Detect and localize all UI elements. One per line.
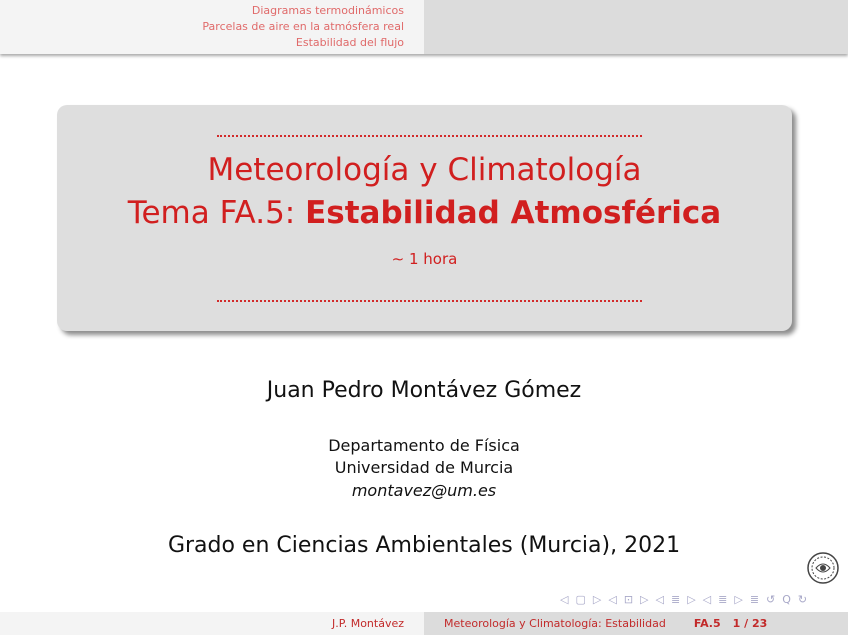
nav-subsection-icon[interactable]: ⊡ xyxy=(623,592,634,606)
nav-prev-section-icon[interactable]: ◁ xyxy=(655,592,664,606)
nav-frame-icon[interactable]: ▢ xyxy=(575,592,586,606)
footer-author: J.P. Montávez xyxy=(332,617,404,630)
nav-prev-doc-icon[interactable]: ◁ xyxy=(702,592,712,606)
nav-next-section-icon[interactable]: ▷ xyxy=(687,592,696,606)
lecture-title-prefix: Tema FA.5: xyxy=(127,195,306,231)
footer-page-number: 1 / 23 xyxy=(732,617,768,630)
dotted-rule-top xyxy=(217,135,642,137)
footer-title: Meteorología y Climatología: Estabilidad xyxy=(444,617,666,630)
nav-forward-icon[interactable]: ↻ xyxy=(797,592,808,606)
email-link[interactable]: montavez@um.es xyxy=(351,481,497,500)
footer-short-code: FA.5 xyxy=(693,617,721,630)
footer-bar xyxy=(0,612,848,635)
nav-prev-frame-icon[interactable]: ◁ xyxy=(560,592,569,606)
date-line: Grado en Ciencias Ambientales (Murcia), 2021 xyxy=(167,533,681,558)
nav-doc-icon[interactable]: ≣ xyxy=(718,592,728,606)
beamer-navigation-symbols xyxy=(560,591,807,607)
footer-left xyxy=(0,612,424,635)
lecture-title-bold: Estabilidad Atmosférica xyxy=(305,195,722,231)
university-label: Universidad de Murcia xyxy=(334,458,514,477)
header-right-panel xyxy=(424,0,848,54)
title-block xyxy=(57,105,792,331)
section-navigation xyxy=(0,0,424,54)
nav-section-diagramas[interactable]: Diagramas termodinámicos xyxy=(251,4,404,17)
department-label: Departamento de Física xyxy=(328,436,520,455)
header-bar xyxy=(0,0,848,54)
nav-next-frame-icon[interactable]: ▷ xyxy=(592,592,602,606)
course-title: Meteorología y Climatología xyxy=(207,152,642,188)
nav-section-icon[interactable]: ≣ xyxy=(670,592,681,606)
nav-section-estabilidad[interactable]: Estabilidad del flujo xyxy=(295,36,404,49)
nav-search-icon[interactable]: Q xyxy=(782,592,791,606)
nav-prev-subsection-icon[interactable]: ◁ xyxy=(608,592,617,606)
university-seal-icon xyxy=(806,551,840,585)
duration-label: ∼ 1 hora xyxy=(391,250,458,268)
nav-appendix-icon[interactable]: ≣ xyxy=(749,592,760,606)
nav-back-icon[interactable]: ↺ xyxy=(766,592,776,606)
nav-section-parcelas[interactable]: Parcelas de aire en la atmósfera real xyxy=(202,20,404,33)
nav-next-doc-icon[interactable]: ▷ xyxy=(734,592,743,606)
author-name: Juan Pedro Montávez Gómez xyxy=(266,378,582,403)
dotted-rule-bottom xyxy=(217,300,642,302)
nav-next-subsection-icon[interactable]: ▷ xyxy=(640,592,649,606)
lecture-title xyxy=(57,195,792,231)
footer-right xyxy=(424,612,848,635)
